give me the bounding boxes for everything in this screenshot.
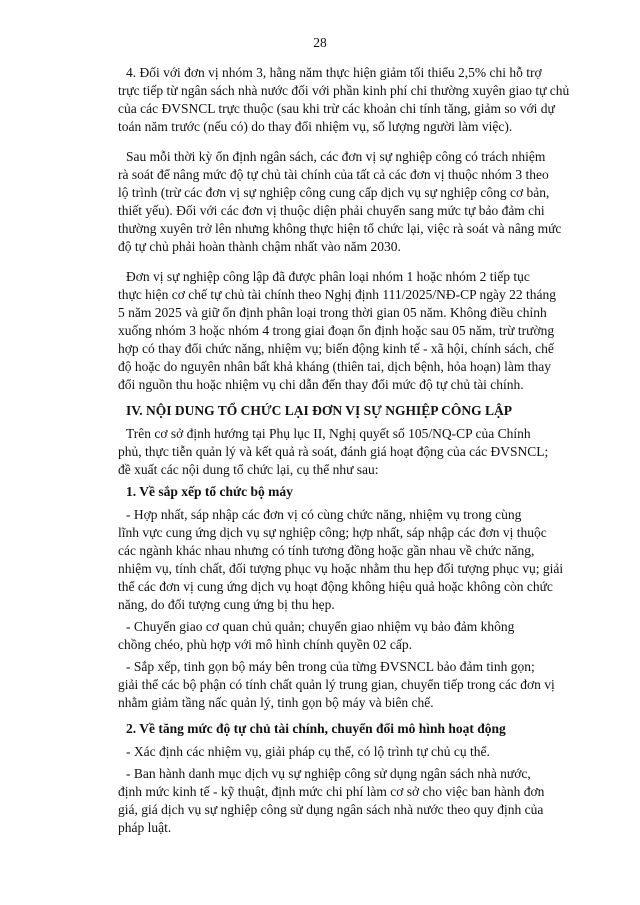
text-line: thiết yếu). Đối với các đơn vị thuộc diện phải chuyển sang mức tự bảo đảm chi bbox=[118, 203, 545, 218]
text-line: rà soát để nâng mức độ tự chủ tài chính của tất cả các đơn vị thuộc nhóm 3 theo bbox=[118, 167, 549, 182]
text-line: - Chuyển giao cơ quan chủ quản; chuyển giao nhiệm vụ bảo đảm không bbox=[126, 619, 515, 634]
paragraph-budget-review bbox=[118, 148, 562, 256]
text-line: - Hợp nhất, sáp nhập các đơn vị có cùng chức năng, nhiệm vụ trong cùng bbox=[126, 507, 522, 522]
text-line: của các ĐVSNCL trực thuộc (sau khi trừ các khoản chi tính tăng, giảm so với dự bbox=[118, 101, 555, 116]
paragraph-issue-catalogue bbox=[118, 765, 548, 837]
text-line: nhiệm vụ, tính chất, đối tượng phục vụ hoặc nhằm thu hẹp đối tượng phục vụ; giải bbox=[118, 561, 564, 576]
paragraph-merge-units bbox=[118, 506, 564, 614]
text-line: - Xác định các nhiệm vụ, giải pháp cụ thể, có lộ trình tự chủ cụ thể. bbox=[126, 744, 490, 759]
text-line: độ tự chủ phải hoàn thành chậm nhất vào năm 2030. bbox=[118, 239, 401, 254]
page-number: 28 bbox=[313, 35, 327, 50]
text-line: phủ, thực tiễn quản lý và kết quả rà soát, đánh giá hoạt động của các ĐVSNCL; bbox=[118, 444, 549, 459]
text-line: đổi nguồn thu hoặc nhiệm vụ chi dẫn đến thay đổi mức độ tự chủ tài chính. bbox=[118, 377, 524, 392]
text-line: - Sắp xếp, tinh gọn bộ máy bên trong của từng ĐVSNCL bảo đảm tinh gọn; bbox=[126, 659, 535, 674]
text-line: giá, giá dịch vụ sự nghiệp công sử dụng ngân sách nhà nước theo quy định của bbox=[118, 802, 544, 817]
text-line: các ngành khác nhau nhưng có tính tương đồng hoặc gần nhau về chức năng, bbox=[118, 543, 535, 558]
text-line: thực hiện cơ chế tự chủ tài chính theo Nghị định 111/2025/NĐ-CP ngày 22 tháng bbox=[118, 287, 556, 302]
subsection-heading-1 bbox=[118, 483, 548, 501]
text-line: thường xuyên trở lên nhưng không thực hiện tổ chức lại, việc rà soát và nâng mức bbox=[118, 221, 562, 236]
text-line: xuống nhóm 3 hoặc nhóm 4 trong giai đoạn ổn định hoặc sau 05 năm, trừ trường bbox=[118, 323, 555, 338]
text-line: toán năm trước (nếu có) do thay đổi nhiệm vụ, số lượng người làm việc). bbox=[118, 119, 513, 134]
text-line: 4. Đối với đơn vị nhóm 3, hằng năm thực hiện giảm tối thiểu 2,5% chi hỗ trợ bbox=[126, 65, 542, 80]
text-line: chồng chéo, phù hợp với mô hình chính quyền 02 cấp. bbox=[118, 637, 412, 652]
section-heading-iv bbox=[118, 402, 548, 420]
paragraph-group-4-reduction bbox=[118, 64, 570, 136]
text-line: thể các đơn vị cung ứng dịch vụ hoạt động không hiệu quả hoặc không còn chức bbox=[118, 579, 553, 594]
text-line: 5 năm 2025 và giữ ổn định phân loại trong thời gian 05 năm. Không điều chỉnh bbox=[118, 305, 547, 320]
text-line: giải thể các bộ phận có tính chất quản lý trung gian, chuyển tiếp trong các đơn vị bbox=[118, 677, 555, 692]
text-line: 2. Về tăng mức độ tự chủ tài chính, chuyển đổi mô hình hoạt động bbox=[126, 721, 506, 736]
text-line: Trên cơ sở định hướng tại Phụ lục II, Nghị quyết số 105/NQ-CP của Chính bbox=[126, 426, 531, 441]
paragraph-transfer-agency bbox=[118, 618, 548, 654]
text-line: - Ban hành danh mục dịch vụ sự nghiệp công sử dụng ngân sách nhà nước, bbox=[126, 766, 531, 781]
text-line: Đơn vị sự nghiệp công lập đã được phân loại nhóm 1 hoặc nhóm 2 tiếp tục bbox=[126, 269, 530, 284]
text-line: lộ trình (trừ các đơn vị sự nghiệp công cung cấp dịch vụ sự nghiệp công cơ bản, bbox=[118, 185, 550, 200]
paragraph-streamline-apparatus bbox=[118, 658, 555, 712]
text-line: pháp luật. bbox=[118, 820, 172, 835]
text-line: độ hoặc do nguyên nhân bất khả kháng (thiên tai, dịch bệnh, hỏa hoạn) làm thay bbox=[118, 359, 552, 374]
paragraph-identify-tasks bbox=[118, 743, 548, 761]
text-line: trực tiếp từ ngân sách nhà nước đối với phần kinh phí chi thường xuyên giao tự chủ bbox=[118, 83, 570, 98]
paragraph-group-1-2-autonomy bbox=[118, 268, 556, 394]
subsection-heading-2 bbox=[118, 720, 548, 738]
text-line: nhằm giảm tầng nấc quản lý, tinh gọn bộ máy và biên chế. bbox=[118, 695, 434, 710]
text-line: 1. Về sắp xếp tổ chức bộ máy bbox=[126, 484, 293, 499]
text-line: năng, do đối tượng cung ứng bị thu hẹp. bbox=[118, 597, 335, 612]
text-line: đề xuất các nội dung tổ chức lại, cụ thể như sau: bbox=[118, 462, 379, 477]
text-line: Sau mỗi thời kỳ ổn định ngân sách, các đơn vị sự nghiệp công có trách nhiệm bbox=[126, 149, 546, 164]
document-body bbox=[118, 64, 570, 841]
text-line: IV. NỘI DUNG TỔ CHỨC LẠI ĐƠN VỊ SỰ NGHIỆP CÔNG LẬP bbox=[126, 403, 513, 418]
text-line: định mức kinh tế - kỹ thuật, định mức chi phí làm cơ sở cho việc ban hành đơn bbox=[118, 784, 545, 799]
text-line: hợp có thay đổi chức năng, nhiệm vụ; biến động kinh tế - xã hội, chính sách, chế bbox=[118, 341, 554, 356]
text-line: lĩnh vực cung ứng dịch vụ sự nghiệp công; hợp nhất, sáp nhập các đơn vị thuộc bbox=[118, 525, 547, 540]
paragraph-intro-reorganization bbox=[118, 425, 548, 479]
